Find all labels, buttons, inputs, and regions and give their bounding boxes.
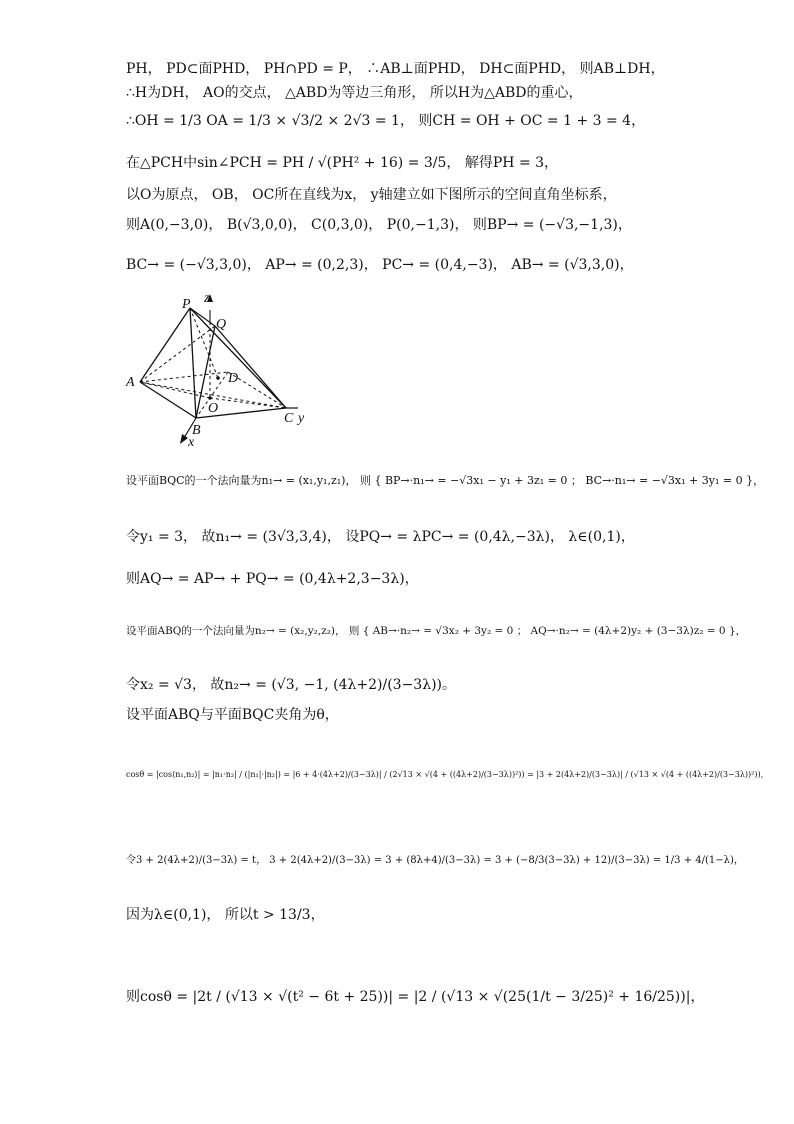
- label-C: C: [284, 411, 294, 426]
- label-x: x: [188, 435, 195, 448]
- text-line-10: 则AQ→ = AP→ + PQ→ = (0,4λ+2,3−3λ)，: [126, 571, 419, 587]
- text-line-17: 则cosθ = |2t / (√13 × √(t² − 6t + 25))| = |2 / (√13 × √(25(1/t − 3/25)² + 16/25))|，: [126, 989, 705, 1005]
- text-line-4: 在△PCH中sin∠PCH = PH / √(PH² + 16) = 3/5， 解得PH = 3，: [126, 155, 559, 171]
- text-line-8: 设平面BQC的一个法向量为n₁→ = (x₁,y₁,z₁)， 则 { BP→·n₁→ = −√3x₁ − y₁ + 3z₁ = 0 ； BC→·n₁→ = −√3x₁ + 3y₁ = 0 }，: [126, 474, 765, 487]
- text-line-11: 设平面ABQ的一个法向量为n₂→ = (x₂,y₂,z₂)， 则 { AB→·n₂→ = √3x₂ + 3y₂ = 0 ； AQ→·n₂→ = (4λ+2)y₂ + (3−3λ)z₂ = 0 }，: [126, 625, 747, 637]
- text-line-14: cosθ = |cos⟨n₁,n₂⟩| = |n₁·n₂| / (|n₁|·|n₂|) = |6 + 4·(4λ+2)/(3−3λ)| / (2√13 × √(4 + ((4λ+2)/(3−3λ))²)) = |3 + 2(4λ+2)/(3−3λ)| / (√13 × √(4 + ((4λ+2)/(3−3λ))²))，: [126, 770, 769, 779]
- text-line-15: 令3 + 2(4λ+2)/(3−3λ) = t， 3 + 2(4λ+2)/(3−3λ) = 3 + (8λ+4)/(3−3λ) = 3 + (−8/3(3−3λ) + 12)/(3−3λ) = 1/3 + 4/(1−λ)，: [126, 855, 744, 866]
- text-line-12: 令x₂ = √3， 故n₂→ = (√3, −1, (4λ+2)/(3−3λ))。: [126, 677, 456, 693]
- tetrahedron-figure: [118, 288, 328, 448]
- label-z: z: [204, 291, 210, 306]
- label-A: A: [126, 375, 135, 390]
- label-y: y: [298, 411, 305, 426]
- text-line-1: PH， PD⊂面PHD， PH∩PD = P， ∴AB⊥面PHD， DH⊂面PHD， 则AB⊥DH，: [126, 61, 665, 77]
- text-line-16: 因为λ∈(0,1)， 所以t > 13/3，: [126, 907, 325, 923]
- label-P: P: [182, 297, 191, 312]
- label-B: B: [192, 423, 201, 438]
- text-line-3: ∴OH = 1/3 OA = 1/3 × √3/2 × 2√3 = 1， 则CH = OH + OC = 1 + 3 = 4，: [126, 113, 646, 129]
- text-line-5: 以O为原点， OB， OC所在直线为x， y轴建立如下图所示的空间直角坐标系，: [126, 187, 617, 203]
- text-line-2: ∴H为DH， AO的交点， △ABD为等边三角形， 所以H为△ABD的重心，: [126, 85, 583, 101]
- text-line-9: 令y₁ = 3， 故n₁→ = (3√3,3,4)， 设PQ→ = λPC→ = (0,4λ,−3λ)， λ∈(0,1)，: [126, 529, 635, 545]
- label-O: O: [208, 401, 219, 416]
- text-line-7: BC→ = (−√3,3,0)， AP→ = (0,2,3)， PC→ = (0,4,−3)， AB→ = (√3,3,0)，: [126, 257, 634, 273]
- label-D: D: [228, 371, 239, 386]
- text-line-6: 则A(0,−3,0)， B(√3,0,0)， C(0,3,0)， P(0,−1,3)， 则BP→ = (−√3,−1,3)，: [126, 217, 632, 233]
- label-Q: Q: [216, 317, 227, 332]
- text-line-13: 设平面ABQ与平面BQC夹角为θ，: [126, 707, 339, 723]
